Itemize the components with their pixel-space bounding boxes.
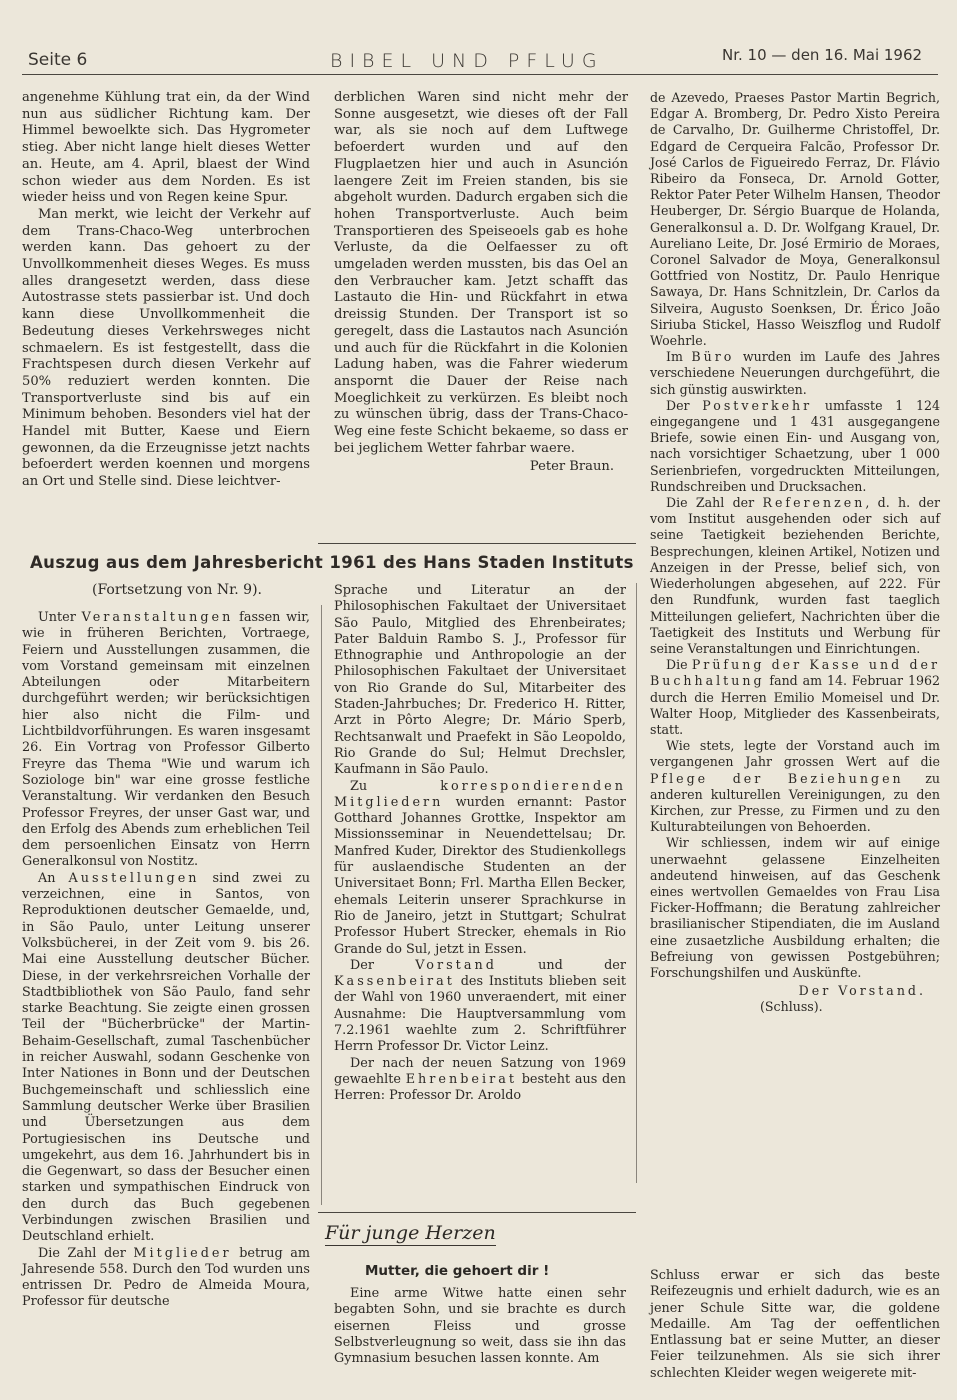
paragraph: Sprache und Literatur an der Philosophischen Fakultaet der Universitaet São Paulo, Mitglied des Ehrenbeirates; Pater Balduin Rambo S. J., Professor für Ethnographie und Anthropologie an der Philosophischen Fakultaet der Universitaet von Rio Grande do Sul, Mitarbeiter des Staden-Jahrbuches; Dr. Frederico H. Ritter, Arzt in Pôrto Alegre; Dr. Mário Sperb, Rechtsanwalt und Praefekt in São Leopoldo, Rio Grande do Sul; Helmut Drechsler, Kaufmann in São Paulo. [334, 583, 626, 778]
paragraph: angenehme Kühlung trat ein, da der Wind nun aus südlicher Richtung kam. Der Himmel bewoelkte sich. Das Hygrometer stieg. Aber nicht lange hielt dieses Wetter an. Heute, am 4. April, blaest der Wind schon wieder aus dem Norden. Es ist wieder heiss und von Regen keine Spur. [22, 90, 310, 206]
top-column-2 [334, 90, 628, 476]
paragraph [22, 1246, 310, 1311]
paragraph [22, 871, 310, 1246]
story-column-2 [334, 1286, 626, 1367]
spaced-term: Postverkehr [702, 397, 813, 413]
text: umfasste 1 124 eingegangene und 1 431 ausgegangene Briefe, sowie einen Ein- und Ausgang von, nach vorsichtiger Schaetzung, uber 1 000 Serienbriefen, vorgedruckten Mitteilungen, Rundschreiben und Drucksachen. [650, 397, 940, 494]
board-signature: Der Vorstand. [798, 983, 926, 999]
paragraph [650, 495, 940, 657]
text: fand am 14. Februar 1962 durch die Herren Emilio Momeisel und Dr. Walter Hoop, Mitglieder des Kassenbeirats, statt. [650, 673, 940, 737]
header-rule [22, 74, 938, 75]
text: , d. h. der vom Institut ausgehenden oder sich auf seine Taetigkeit beziehenden Berichte, Besprechungen, kleinen Artikel, Notizen und Anzeigen in der Presse, belief sich, von Wiederholungen abgesehen, auf 222. Für den Rundfunk, wurden fast taeglich Mitteilungen geliefert, Nachrichten über die Taetigkeit des Instituts und Werbung für seine Veranstaltungen und Einrichtungen. [650, 495, 940, 656]
article-column-1 [22, 610, 310, 1311]
spaced-term: Vorstand [415, 957, 497, 973]
text: wurden ernannt: Pastor Gotthard Johannes Grottke, Inspektor am Missionsseminar in Neuendettelsau; Dr. Manfred Kuder, Direktor des Studienkollegs für auslaendische Studenten an der Universitaet Bonn; Frl. Martha Ellen Becker, ehemals Leiterin unserer Sprachkurse in Rio de Janeiro, jetzt in Stuttgart; Schulrat Professor Hubert Strecker, ehemals in Rio Grande do Sul, jetzt in Essen. [334, 794, 626, 957]
text: Die Zahl der [38, 1245, 126, 1261]
spaced-term: Referenzen [762, 495, 866, 511]
text: Die Zahl der [666, 495, 755, 511]
spaced-term: Pflege der Beziehungen [650, 770, 904, 786]
text: des Instituts blieben seit der Wahl von 1960 unveraendert, mit einer Ausnahme: Die Hauptversammlung vom 7.2.1961 waehlte zum 2. Schriftführer Herrn Professor Dr. Victor Leinz. [334, 974, 626, 1055]
text: und der [538, 957, 626, 973]
paragraph: Wir schliessen, indem wir auf einige unerwaehnt gelassene Einzelheiten andeutend hinweisen, auf das Geschenk eines wertvollen Gemaeldes von Frau Lisa Ficker-Hoffmann; die Beratung zahlreicher brasilianischer Stipendiaten, die im Ausland eine zusaetzliche Ausbildung erhalten; die Befreiung von gewissen Postgebühren; Forschungshilfen und Auskünfte. [650, 835, 940, 980]
paragraph [334, 779, 626, 958]
text: fassen wir, wie in früheren Berichten, Vortraege, Feiern und Ausstellungen zusammen, die vom Vorstand gemeinsam mit einzelnen Abteilungen oder Mitarbeitern durchgeführt werden; wir berücksichtigen hier also nicht die Film- und Lichtbildvorführungen. Es waren insgesamt 26. Ein Vortrag von Professor Gilberto Freyre das Thema "Wie und warum ich Soziologe bin" war eine grosse festliche Veranstaltung. Wir verdanken den Besuch Professor Freyres, der unser Gast war, und den Erfolg des Abends zum erheblichen Teil dem persoenlichen Einsatz von Herrn Generalkonsul von Nostitz. [22, 610, 310, 870]
article-title: Auszug aus dem Jahresbericht 1961 des Hans Staden Instituts [30, 553, 634, 572]
text: Der [350, 957, 374, 973]
text: Im [666, 349, 683, 365]
paragraph [650, 657, 940, 738]
spaced-term: Mitglieder [133, 1245, 232, 1261]
paragraph [334, 1056, 626, 1105]
paragraph: derblichen Waren sind nicht mehr der Sonne ausgesetzt, wie dieses oft der Fall war, als sie noch auf dem Luftwege befoerdert wurden und auf den Flugplaetzen hier und auch in Asunción laengere Zeit im Freien standen, bis sie abgeholt wurden. Dadurch ergaben sich die hohen Transportverluste. Auch beim Transportieren des Speiseoels gab es hohe Verluste, da die Oelfaesser zu oft umgeladen werden mussten, bis das Oel an den Verbraucher kam. Jetzt schafft das Lastauto die Hin- und Rückfahrt in etwa dreissig Stunden. Der Transport ist so geregelt, dass die Lastautos nach Asunción und auch für die Rückfahrt in die Kolonien Ladung haben, was die Fahrer wiederum anspornt die Dauer der Reise nach Moeglichkeit zu verkürzen. Es bleibt noch zu wünschen übrig, dass der Trans-Chaco-Weg eine feste Schicht bekaeme, so dass er bei jeglichem Wetter fahrbar waere. [334, 90, 628, 456]
story-column-3 [650, 1268, 940, 1382]
text: Zu [350, 778, 368, 794]
top-column-1 [22, 90, 310, 491]
spaced-term: korrespondierenden Mitgliedern [334, 778, 626, 810]
story-title: Mutter, die gehoert dir ! [365, 1263, 550, 1279]
paragraph [650, 738, 940, 835]
paragraph: Eine arme Witwe hatte einen sehr begabten Sohn, und sie brachte es durch eisernen Fleiss und grosse Selbstverleugnung so weit, dass sie ihn das Gymnasium besuchen lassen konnte. Am [334, 1286, 626, 1367]
paragraph [650, 398, 940, 495]
paragraph: Man merkt, wie leicht der Verkehr auf dem Trans-Chaco-Weg unterbrochen werden kann. Das gehoert zu der Unvollkommenheit dieses Weges. Es muss alles drangesetzt werden, dass diese Autostrasse stets passierbar ist. Und doch kann diese Unvollkommenheit die Bedeutung dieses Verkehrsweges nicht schmaelern. Es ist festgestellt, dass die Frachtspesen durch diesen Verkehr auf 50% reduziert werden konnten. Die Transportverluste sind bis auf ein Minimum behoben. Besonders viel hat der Handel mit Butter, Kaese und Eiern gewonnen, da die Erzeugnisse jetzt nachts befoerdert werden koennen und morgens an Ort und Stelle sind. Diese leichtver- [22, 206, 310, 490]
paragraph: de Azevedo, Praeses Pastor Martin Begrich, Edgar A. Bromberg, Dr. Pedro Xisto Pereira de Carvalho, Dr. Guilherme Christoffel, Dr. Edgard de Cerqueira Falcão, Professor Dr. José Carlos de Figueiredo Ferraz, Dr. Flávio Ribeiro da Fonseca, Dr. Arnold Gotter, Rektor Pater Peter Wilhelm Hansen, Theodor Heuberger, Dr. Sérgio Buarque de Holanda, Generalkonsul a. D. Dr. Wolfgang Krauel, Dr. Aureliano Leite, Dr. José Ermirio de Moraes, Coronel Salvador de Moya, Generalkonsul Gottfried von Nostitz, Dr. Paulo Henrique Sawaya, Dr. Hans Schnitzlein, Dr. Carlos da Silveira, Augusto Soenksen, Dr. Érico João Siriuba Stickel, Hasso Weiszflog und Rudolf Woehrle. [650, 90, 940, 349]
text: Die [666, 657, 688, 673]
text: Der [666, 397, 690, 413]
text: Unter [38, 610, 76, 625]
paragraph [22, 610, 310, 871]
paragraph: Schluss erwar er sich das beste Reifezeugnis und erhielt dadurch, wie es an jener Schule Sitte war, die goldene Medaille. Am Tag der oeffentlichen Entlassung bat er seine Mutter, an dieser Feier teilzunehmen. Als sie sich ihrer schlechten Kleider wegen weigerete mit- [650, 1268, 940, 1381]
text: zu anderen kulturellen Vereinigungen, zu den Kirchen, zur Presse, zu Firmen und zu den Kulturabteilungen von Behoerden. [650, 770, 940, 835]
newspaper-title: BIBEL UND PFLUG [330, 50, 604, 72]
text: Der nach der neuen Satzung von 1969 gewaehlte [334, 1055, 626, 1087]
paragraph [650, 349, 940, 398]
article-column-2 [334, 583, 626, 1105]
story-rule [318, 1212, 636, 1213]
paragraph [334, 958, 626, 1056]
column-divider [636, 583, 637, 1183]
author-signature: Peter Braun. [529, 459, 614, 475]
text: betrug am Jahresende 558. Durch den Tod wurden uns entrissen Dr. Pedro de Almeida Moura, Professor für deutsche [22, 1245, 310, 1310]
text: wurden im Laufe des Jahres verschiedene Neuerungen durchgeführt, die sich günstig auswirkten. [650, 349, 940, 397]
spaced-term: Ausstellungen [68, 870, 200, 886]
text: sind zwei zu verzeichnen, eine in Santos, von Reproduktionen deutscher Gemaelde, und, in São Paulo, unter Leitung unserer Volksbücherei, in der Zeit vom 9. bis 26. Mai eine Ausstellung deutscher Bücher. Diese, in der verkehrsreichen Vorhalle der Stadtbibliothek von São Paulo, fand sehr starke Beachtung. Sie zeigte einen grossen Teil der "Bücherbrücke" der Martin-Behaim-Gesellschaft, zumal Taschenbücher in reicher Auswahl, sodann Geschenke von Inter Nationes in Bonn und der Deutschen Buchgemeinschaft und schliesslich eine Sammlung deutscher Werke über Brasilien und Übersetzungen aus dem Portugiesischen ins Deutsche und umgekehrt, aus dem 16. Jahrhundert bis in die Gegenwart, so dass der Besucher einen starken und sympathischen Eindruck von den durch das Buch gegebenen Verbindungen zwischen Brasilien und Deutschland erhielt. [22, 870, 310, 1245]
spaced-term: Veranstaltungen [81, 610, 234, 625]
issue-date: Nr. 10 — den 16. Mai 1962 [722, 46, 923, 64]
text: An [38, 870, 56, 886]
end-note: (Schluss). [760, 999, 823, 1015]
spaced-term: Prüfung der Kasse und der Buchhaltung [650, 657, 940, 689]
story-section-title: Für junge Herzen [325, 1222, 496, 1244]
text: besteht aus den Herren: Professor Dr. Aroldo [334, 1071, 626, 1104]
page-number: Seite 6 [28, 50, 88, 70]
section-rule [318, 543, 636, 544]
text: Wie stets, legte der Vorstand auch im vergangenen Jahr grossen Wert auf die [650, 738, 940, 770]
article-subtitle: (Fortsetzung von Nr. 9). [92, 582, 263, 598]
spaced-term: Ehrenbeirat [405, 1071, 517, 1087]
spaced-term: Büro [691, 349, 735, 365]
column-divider [321, 605, 322, 1205]
spaced-term: Kassenbeirat [334, 974, 455, 990]
